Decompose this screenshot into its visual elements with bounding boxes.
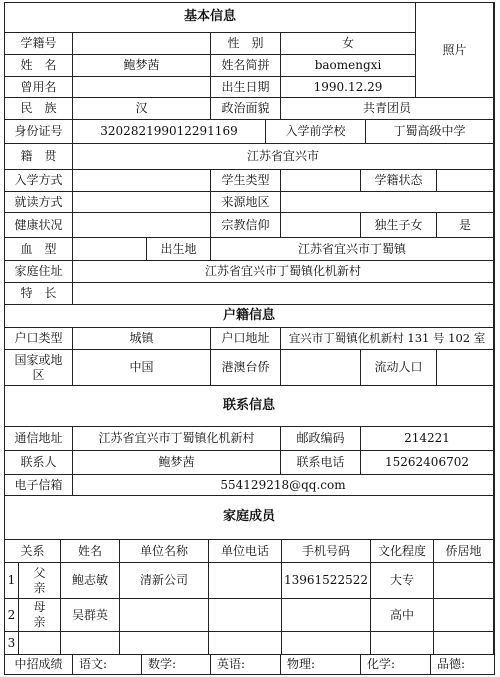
family-header-relation: 关系 — [5, 540, 61, 563]
mail-address-label: 通信地址 — [5, 427, 73, 451]
study-mode-label: 就读方式 — [5, 192, 73, 213]
birth-value: 1990.12.29 — [281, 77, 416, 98]
birthplace-value: 江苏省宜兴市丁蜀镇 — [211, 238, 494, 261]
mail-address-value: 江苏省宜兴市丁蜀镇化机新村 — [73, 427, 281, 451]
status-label: 学籍状态 — [361, 170, 437, 192]
country-label: 国家或地区 — [5, 350, 73, 386]
family-header-abroad: 侨居地 — [434, 540, 494, 563]
family-row-unit-phone — [209, 599, 282, 632]
family-row-abroad — [434, 632, 494, 655]
blood-type-label: 血 型 — [5, 238, 73, 261]
native-place-value: 江苏省宜兴市 — [73, 144, 494, 170]
specialty-label: 特 长 — [5, 283, 73, 305]
hmt-value — [281, 350, 361, 386]
student-id-value — [73, 33, 211, 55]
score-math: 数学: — [142, 655, 211, 674]
name-label: 姓 名 — [5, 55, 73, 77]
ethnicity-value: 汉 — [73, 98, 211, 120]
home-address-value: 江苏省宜兴市丁蜀镇化机新村 — [73, 261, 494, 283]
contact-phone-label: 联系电话 — [281, 451, 361, 475]
ethnicity-label: 民 族 — [5, 98, 73, 120]
family-row-relation: 母亲 — [19, 599, 61, 632]
family-row-abroad — [434, 599, 494, 632]
name-value: 鲍梦茜 — [73, 55, 211, 77]
political-label: 政治面貌 — [211, 98, 281, 120]
family-row-abroad — [434, 563, 494, 599]
family-row-education: 高中 — [371, 599, 434, 632]
email-label: 电子信箱 — [5, 475, 73, 496]
id-label: 身份证号 — [5, 120, 73, 144]
contact-phone-value: 15262406702 — [361, 451, 494, 475]
gender-label: 性 别 — [211, 33, 281, 55]
hukou-type-label: 户口类型 — [5, 328, 73, 350]
family-row-name: 鲍志敏 — [61, 563, 120, 599]
score-chemistry: 化学: — [361, 655, 431, 674]
family-row-mobile — [282, 632, 371, 655]
section-title-basic: 基本信息 — [5, 3, 416, 33]
family-header-unit-phone: 单位电话 — [209, 540, 282, 563]
section-title-contact: 联系信息 — [5, 386, 494, 427]
religion-value — [281, 213, 361, 238]
section-title-family: 家庭成员 — [5, 496, 494, 540]
family-row-number: 3 — [5, 632, 19, 655]
family-row-name — [61, 632, 120, 655]
family-row-unit — [120, 599, 209, 632]
gender-value: 女 — [281, 33, 416, 55]
study-mode-value — [73, 192, 211, 213]
family-row-unit: 清新公司 — [120, 563, 209, 599]
only-child-value: 是 — [437, 213, 494, 238]
scores-label: 中招成绩 — [5, 655, 73, 674]
floating-value — [437, 350, 494, 386]
entry-mode-value — [73, 170, 211, 192]
country-value: 中国 — [73, 350, 211, 386]
family-row-number: 1 — [5, 563, 19, 599]
contact-person-label: 联系人 — [5, 451, 73, 475]
family-row-mobile — [282, 599, 371, 632]
email-value: 554129218@qq.com — [73, 475, 494, 496]
hukou-type-value: 城镇 — [73, 328, 211, 350]
family-row-unit — [120, 632, 209, 655]
former-name-label: 曾用名 — [5, 77, 73, 98]
family-header-name: 姓名 — [61, 540, 120, 563]
only-child-label: 独生子女 — [361, 213, 437, 238]
id-value: 320282199012291169 — [73, 120, 266, 144]
health-value — [73, 213, 211, 238]
student-type-label: 学生类型 — [211, 170, 281, 192]
health-label: 健康状况 — [5, 213, 73, 238]
section-title-household: 户籍信息 — [5, 305, 494, 328]
family-row-name: 吴群英 — [61, 599, 120, 632]
family-row-education — [371, 632, 434, 655]
score-english: 英语: — [211, 655, 281, 674]
contact-person-value: 鲍梦茜 — [73, 451, 281, 475]
score-moral: 品德: — [437, 657, 466, 671]
score-chinese: 语文: — [73, 655, 142, 674]
blood-type-value — [73, 238, 147, 261]
origin-value — [281, 192, 494, 213]
hmt-label: 港澳台侨 — [211, 350, 281, 386]
photo-box: 照片 — [416, 3, 494, 98]
student-type-value — [281, 170, 361, 192]
floating-label: 流动人口 — [361, 350, 437, 386]
family-row-number: 2 — [5, 599, 19, 632]
specialty-value — [73, 283, 494, 305]
origin-label: 来源地区 — [211, 192, 281, 213]
family-header-unit: 单位名称 — [120, 540, 209, 563]
family-row-unit-phone — [209, 563, 282, 599]
hukou-address-value: 宜兴市丁蜀镇化机新村 131 号 102 室 — [281, 328, 494, 350]
status-value — [437, 170, 494, 192]
pinyin-value: baomengxi — [281, 55, 416, 77]
family-row-unit-phone — [209, 632, 282, 655]
score-physics: 物理: — [281, 655, 361, 674]
pinyin-label: 姓名简拼 — [211, 55, 281, 77]
religion-label: 宗教信仰 — [211, 213, 281, 238]
postcode-label: 邮政编码 — [281, 427, 361, 451]
postcode-value: 214221 — [361, 427, 494, 451]
student-registration-form — [4, 2, 495, 675]
home-address-label: 家庭住址 — [5, 261, 73, 283]
family-header-mobile: 手机号码 — [282, 540, 371, 563]
family-row-education: 大专 — [371, 563, 434, 599]
former-name-value — [73, 77, 211, 98]
family-row-mobile: 13961522522 — [282, 563, 371, 599]
entry-mode-label: 入学方式 — [5, 170, 73, 192]
birthplace-label: 出生地 — [147, 238, 211, 261]
prev-school-value: 丁蜀高级中学 — [366, 120, 494, 144]
family-header-education: 文化程度 — [371, 540, 434, 563]
prev-school-label: 入学前学校 — [266, 120, 366, 144]
birth-label: 出生日期 — [211, 77, 281, 98]
family-row-relation: 父亲 — [19, 563, 61, 599]
student-id-label: 学籍号 — [5, 33, 73, 55]
political-value: 共青团员 — [281, 98, 494, 120]
hukou-address-label: 户口地址 — [211, 328, 281, 350]
family-row-relation — [19, 632, 61, 655]
native-place-label: 籍 贯 — [5, 144, 73, 170]
